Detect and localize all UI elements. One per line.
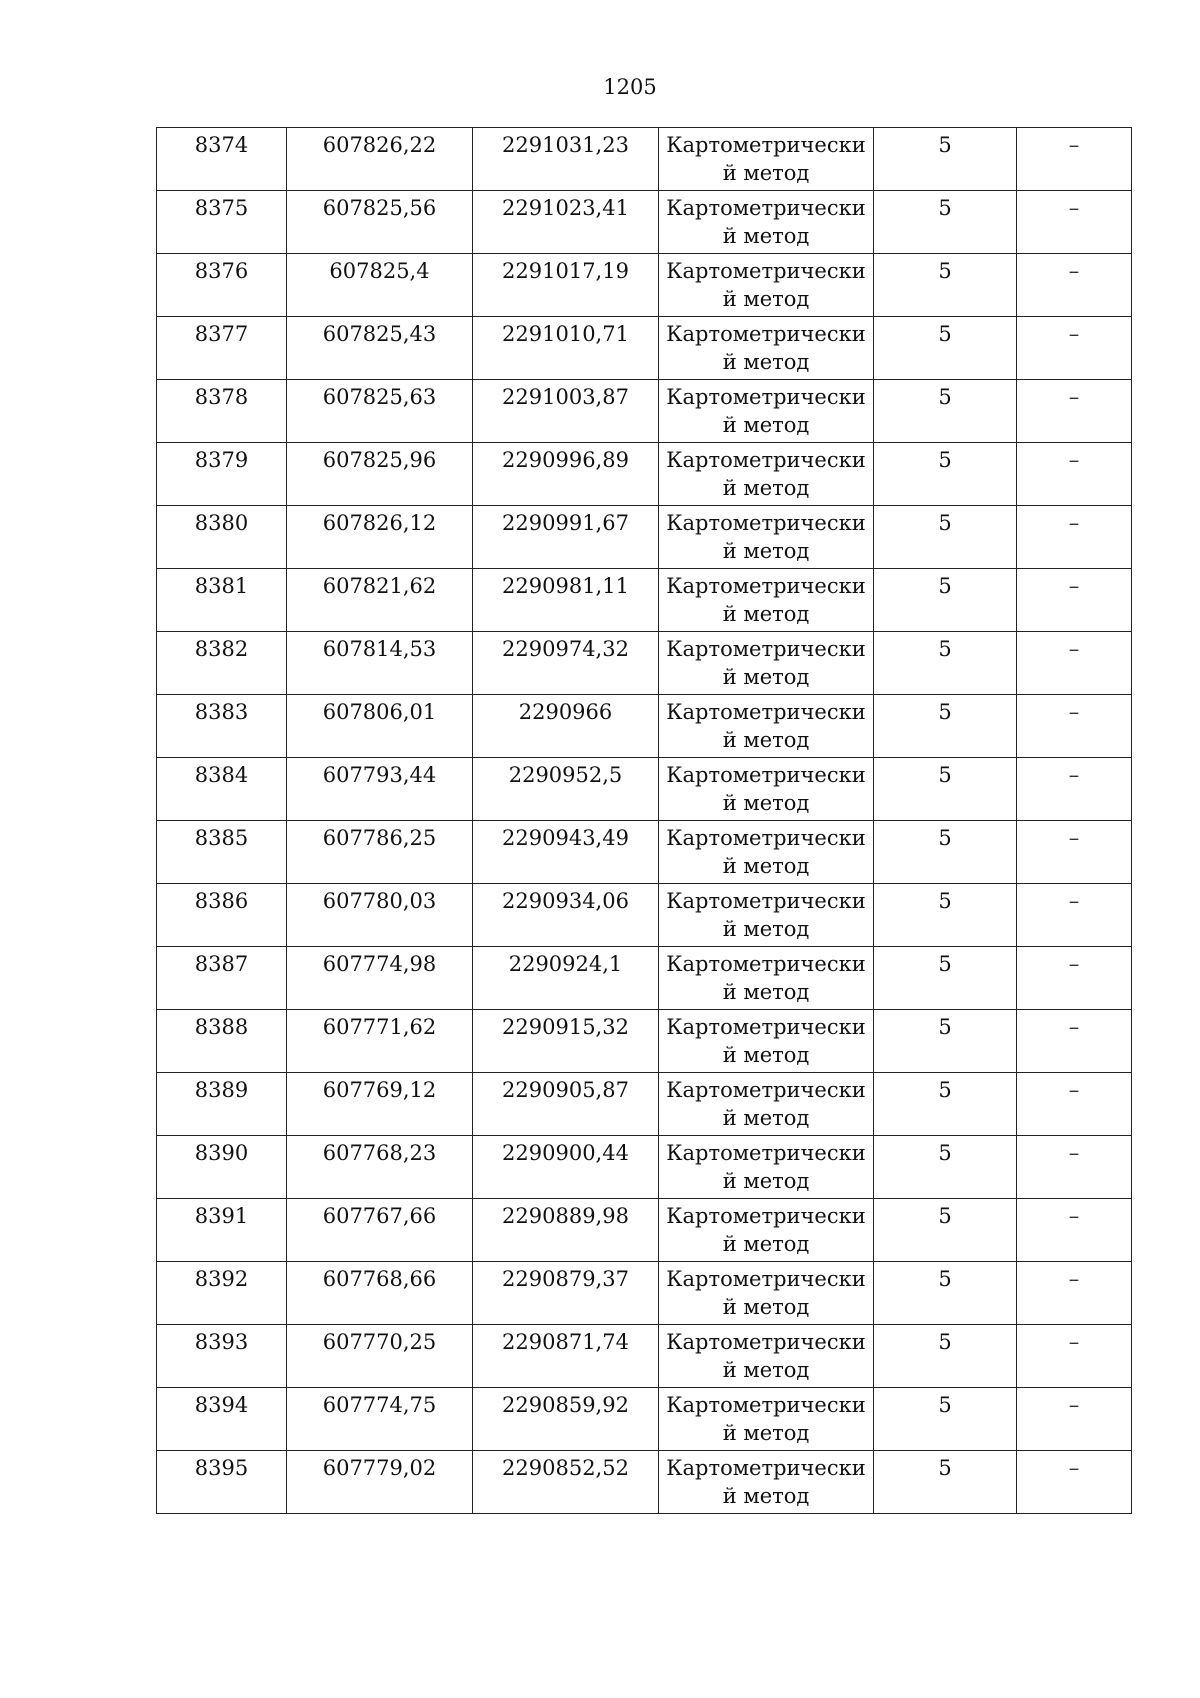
y-coordinate-cell: 2290879,37 (473, 1262, 659, 1325)
table-row (157, 1199, 1132, 1262)
note-cell: – (1017, 1136, 1132, 1199)
x-coordinate-cell: 607825,43 (287, 317, 473, 380)
point-number-cell: 8386 (157, 884, 287, 947)
accuracy-cell: 5 (874, 1010, 1017, 1073)
accuracy-cell: 5 (874, 317, 1017, 380)
method-cell: Картометрический метод (659, 380, 874, 443)
point-number-cell: 8374 (157, 128, 287, 191)
note-cell: – (1017, 1388, 1132, 1451)
x-coordinate-cell: 607825,4 (287, 254, 473, 317)
y-coordinate-cell: 2290974,32 (473, 632, 659, 695)
y-coordinate-cell: 2291031,23 (473, 128, 659, 191)
method-cell: Картометрический метод (659, 317, 874, 380)
note-cell: – (1017, 317, 1132, 380)
y-coordinate-cell: 2290900,44 (473, 1136, 659, 1199)
accuracy-cell: 5 (874, 128, 1017, 191)
y-coordinate-cell: 2291003,87 (473, 380, 659, 443)
accuracy-cell: 5 (874, 1199, 1017, 1262)
x-coordinate-cell: 607770,25 (287, 1325, 473, 1388)
point-number-cell: 8377 (157, 317, 287, 380)
x-coordinate-cell: 607779,02 (287, 1451, 473, 1514)
point-number-cell: 8382 (157, 632, 287, 695)
point-number-cell: 8387 (157, 947, 287, 1010)
table-row (157, 758, 1132, 821)
x-coordinate-cell: 607768,66 (287, 1262, 473, 1325)
table-row (157, 191, 1132, 254)
note-cell: – (1017, 632, 1132, 695)
accuracy-cell: 5 (874, 506, 1017, 569)
y-coordinate-cell: 2290889,98 (473, 1199, 659, 1262)
accuracy-cell: 5 (874, 947, 1017, 1010)
note-cell: – (1017, 128, 1132, 191)
method-cell: Картометрический метод (659, 443, 874, 506)
coordinates-table (156, 127, 1132, 1514)
method-cell: Картометрический метод (659, 947, 874, 1010)
x-coordinate-cell: 607771,62 (287, 1010, 473, 1073)
table-row (157, 506, 1132, 569)
method-cell: Картометрический метод (659, 1325, 874, 1388)
point-number-cell: 8385 (157, 821, 287, 884)
method-cell: Картометрический метод (659, 1262, 874, 1325)
accuracy-cell: 5 (874, 695, 1017, 758)
accuracy-cell: 5 (874, 1325, 1017, 1388)
x-coordinate-cell: 607768,23 (287, 1136, 473, 1199)
y-coordinate-cell: 2291010,71 (473, 317, 659, 380)
y-coordinate-cell: 2290943,49 (473, 821, 659, 884)
note-cell: – (1017, 1451, 1132, 1514)
point-number-cell: 8384 (157, 758, 287, 821)
y-coordinate-cell: 2290981,11 (473, 569, 659, 632)
table-row (157, 821, 1132, 884)
y-coordinate-cell: 2290859,92 (473, 1388, 659, 1451)
point-number-cell: 8383 (157, 695, 287, 758)
note-cell: – (1017, 1073, 1132, 1136)
note-cell: – (1017, 443, 1132, 506)
x-coordinate-cell: 607780,03 (287, 884, 473, 947)
point-number-cell: 8376 (157, 254, 287, 317)
y-coordinate-cell: 2291017,19 (473, 254, 659, 317)
point-number-cell: 8395 (157, 1451, 287, 1514)
y-coordinate-cell: 2290852,52 (473, 1451, 659, 1514)
table-row (157, 317, 1132, 380)
note-cell: – (1017, 695, 1132, 758)
note-cell: – (1017, 1262, 1132, 1325)
table-row (157, 254, 1132, 317)
note-cell: – (1017, 191, 1132, 254)
table-row (157, 1325, 1132, 1388)
accuracy-cell: 5 (874, 1451, 1017, 1514)
point-number-cell: 8378 (157, 380, 287, 443)
method-cell: Картометрический метод (659, 191, 874, 254)
x-coordinate-cell: 607814,53 (287, 632, 473, 695)
x-coordinate-cell: 607826,12 (287, 506, 473, 569)
accuracy-cell: 5 (874, 191, 1017, 254)
point-number-cell: 8392 (157, 1262, 287, 1325)
note-cell: – (1017, 506, 1132, 569)
table-row (157, 884, 1132, 947)
method-cell: Картометрический метод (659, 1199, 874, 1262)
table-row (157, 695, 1132, 758)
x-coordinate-cell: 607826,22 (287, 128, 473, 191)
note-cell: – (1017, 1325, 1132, 1388)
point-number-cell: 8393 (157, 1325, 287, 1388)
point-number-cell: 8375 (157, 191, 287, 254)
accuracy-cell: 5 (874, 821, 1017, 884)
point-number-cell: 8394 (157, 1388, 287, 1451)
method-cell: Картометрический метод (659, 128, 874, 191)
y-coordinate-cell: 2290991,67 (473, 506, 659, 569)
accuracy-cell: 5 (874, 1073, 1017, 1136)
accuracy-cell: 5 (874, 758, 1017, 821)
note-cell: – (1017, 947, 1132, 1010)
y-coordinate-cell: 2290934,06 (473, 884, 659, 947)
x-coordinate-cell: 607774,98 (287, 947, 473, 1010)
method-cell: Картометрический метод (659, 1010, 874, 1073)
y-coordinate-cell: 2290952,5 (473, 758, 659, 821)
table-row (157, 1136, 1132, 1199)
x-coordinate-cell: 607774,75 (287, 1388, 473, 1451)
method-cell: Картометрический метод (659, 758, 874, 821)
point-number-cell: 8389 (157, 1073, 287, 1136)
accuracy-cell: 5 (874, 1136, 1017, 1199)
method-cell: Картометрический метод (659, 569, 874, 632)
note-cell: – (1017, 380, 1132, 443)
accuracy-cell: 5 (874, 569, 1017, 632)
y-coordinate-cell: 2290871,74 (473, 1325, 659, 1388)
accuracy-cell: 5 (874, 632, 1017, 695)
note-cell: – (1017, 884, 1132, 947)
method-cell: Картометрический метод (659, 1136, 874, 1199)
table-row (157, 1388, 1132, 1451)
point-number-cell: 8379 (157, 443, 287, 506)
method-cell: Картометрический метод (659, 632, 874, 695)
accuracy-cell: 5 (874, 443, 1017, 506)
method-cell: Картометрический метод (659, 695, 874, 758)
coordinates-table-body (157, 128, 1132, 1514)
note-cell: – (1017, 1010, 1132, 1073)
x-coordinate-cell: 607806,01 (287, 695, 473, 758)
table-row (157, 632, 1132, 695)
accuracy-cell: 5 (874, 1388, 1017, 1451)
method-cell: Картометрический метод (659, 884, 874, 947)
point-number-cell: 8380 (157, 506, 287, 569)
method-cell: Картометрический метод (659, 254, 874, 317)
table-row (157, 1010, 1132, 1073)
note-cell: – (1017, 1199, 1132, 1262)
note-cell: – (1017, 758, 1132, 821)
x-coordinate-cell: 607767,66 (287, 1199, 473, 1262)
table-row (157, 128, 1132, 191)
table-row (157, 1451, 1132, 1514)
y-coordinate-cell: 2290905,87 (473, 1073, 659, 1136)
x-coordinate-cell: 607793,44 (287, 758, 473, 821)
x-coordinate-cell: 607825,56 (287, 191, 473, 254)
x-coordinate-cell: 607769,12 (287, 1073, 473, 1136)
note-cell: – (1017, 254, 1132, 317)
method-cell: Картометрический метод (659, 821, 874, 884)
method-cell: Картометрический метод (659, 1073, 874, 1136)
table-row (157, 443, 1132, 506)
y-coordinate-cell: 2291023,41 (473, 191, 659, 254)
accuracy-cell: 5 (874, 380, 1017, 443)
note-cell: – (1017, 821, 1132, 884)
method-cell: Картометрический метод (659, 1388, 874, 1451)
table-row (157, 569, 1132, 632)
y-coordinate-cell: 2290996,89 (473, 443, 659, 506)
method-cell: Картометрический метод (659, 1451, 874, 1514)
table-row (157, 380, 1132, 443)
x-coordinate-cell: 607825,96 (287, 443, 473, 506)
method-cell: Картометрический метод (659, 506, 874, 569)
point-number-cell: 8388 (157, 1010, 287, 1073)
y-coordinate-cell: 2290924,1 (473, 947, 659, 1010)
point-number-cell: 8391 (157, 1199, 287, 1262)
accuracy-cell: 5 (874, 1262, 1017, 1325)
table-row (157, 947, 1132, 1010)
x-coordinate-cell: 607821,62 (287, 569, 473, 632)
x-coordinate-cell: 607786,25 (287, 821, 473, 884)
point-number-cell: 8390 (157, 1136, 287, 1199)
table-row (157, 1262, 1132, 1325)
x-coordinate-cell: 607825,63 (287, 380, 473, 443)
accuracy-cell: 5 (874, 884, 1017, 947)
table-row (157, 1073, 1132, 1136)
note-cell: – (1017, 569, 1132, 632)
accuracy-cell: 5 (874, 254, 1017, 317)
y-coordinate-cell: 2290966 (473, 695, 659, 758)
y-coordinate-cell: 2290915,32 (473, 1010, 659, 1073)
point-number-cell: 8381 (157, 569, 287, 632)
page-number: 1205 (603, 75, 657, 99)
